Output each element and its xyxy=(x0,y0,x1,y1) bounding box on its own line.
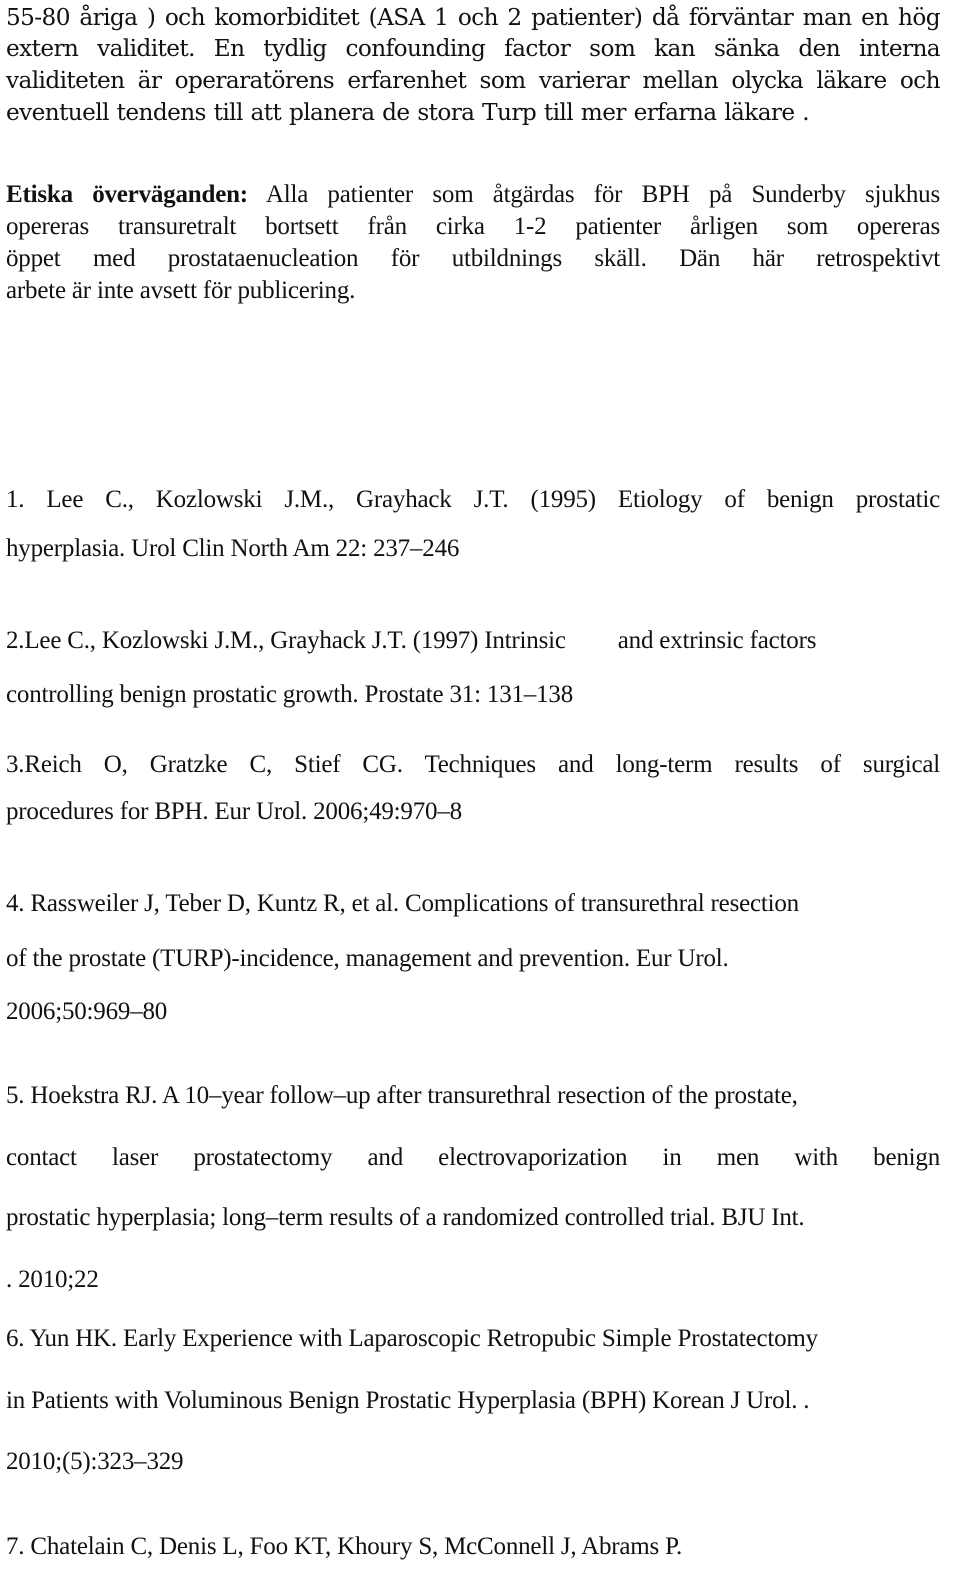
reference-7-line-1: 7. Chatelain C, Denis L, Foo KT, Khoury S, McConnell J, Abrams P. xyxy=(6,1533,683,1560)
reference-4-line-3: 2006;50:969–80 xyxy=(6,998,168,1025)
reference-3-line-2: procedures for BPH. Eur Urol. 2006;49:970–8 xyxy=(6,798,462,825)
ethics-line-4: arbete är inte avsett för publicering. xyxy=(6,277,356,304)
reference-1-line-2: hyperplasia. Urol Clin North Am 22: 237–246 xyxy=(6,535,460,562)
reference-5-line-3: prostatic hyperplasia; long–term results of a randomized controlled trial. BJU Int. xyxy=(6,1204,805,1231)
reference-1-line-1: 1. Lee C., Kozlowski J.M., Grayhack J.T. (1995) Etiology of benign prostatic xyxy=(6,486,940,513)
reference-2-line-1-a: 2.Lee C., Kozlowski J.M., Grayhack J.T. (1997) Intrinsic xyxy=(6,627,566,654)
reference-5-line-2: contact laser prostatectomy and electrovaporization in men with benign xyxy=(6,1144,940,1171)
ethics-line-2: opereras transuretralt bortsett från cirka 1-2 patienter årligen som opereras xyxy=(6,213,940,240)
reference-2-line-1 xyxy=(6,627,940,655)
reference-4-line-1: 4. Rassweiler J, Teber D, Kuntz R, et al. Complications of transurethral resection xyxy=(6,890,799,917)
reference-5-line-4: . 2010;22 xyxy=(6,1266,99,1293)
ethics-line-1-text: Alla patienter som åtgärdas för BPH på Sunderby sjukhus xyxy=(265,181,940,208)
ethics-line-1 xyxy=(6,181,940,209)
intro-line-3: validiteten är operaratörens erfarenhet som varierar mellan olycka läkare och xyxy=(6,67,940,94)
ethics-heading: Etiska överväganden: xyxy=(6,181,248,208)
reference-3-line-1: 3.Reich O, Gratzke C, Stief CG. Techniques and long-term results of surgical xyxy=(6,751,940,778)
reference-6-line-3: 2010;(5):323–329 xyxy=(6,1448,184,1475)
intro-line-1: 55-80 åriga ) och komorbiditet (ASA 1 och 2 patienter) då förväntar man en hög xyxy=(6,4,940,31)
intro-line-4: eventuell tendens till att planera de stora Turp till mer erfarna läkare . xyxy=(6,99,810,126)
reference-6-line-1: 6. Yun HK. Early Experience with Laparoscopic Retropubic Simple Prostatectomy xyxy=(6,1325,818,1352)
reference-5-line-1: 5. Hoekstra RJ. A 10–year follow–up after transurethral resection of the prostate, xyxy=(6,1082,798,1109)
reference-2-line-1-b: and extrinsic factors xyxy=(617,627,817,654)
reference-4-line-2: of the prostate (TURP)-incidence, management and prevention. Eur Urol. xyxy=(6,945,729,972)
reference-2-line-2: controlling benign prostatic growth. Prostate 31: 131–138 xyxy=(6,681,573,708)
reference-6-line-2: in Patients with Voluminous Benign Prostatic Hyperplasia (BPH) Korean J Urol. . xyxy=(6,1387,810,1414)
ethics-line-3: öppet med prostataenucleation för utbildnings skäll. Dän här retrospektivt xyxy=(6,245,940,272)
intro-line-2: extern validitet. En tydlig confounding factor som kan sänka den interna xyxy=(6,35,940,62)
